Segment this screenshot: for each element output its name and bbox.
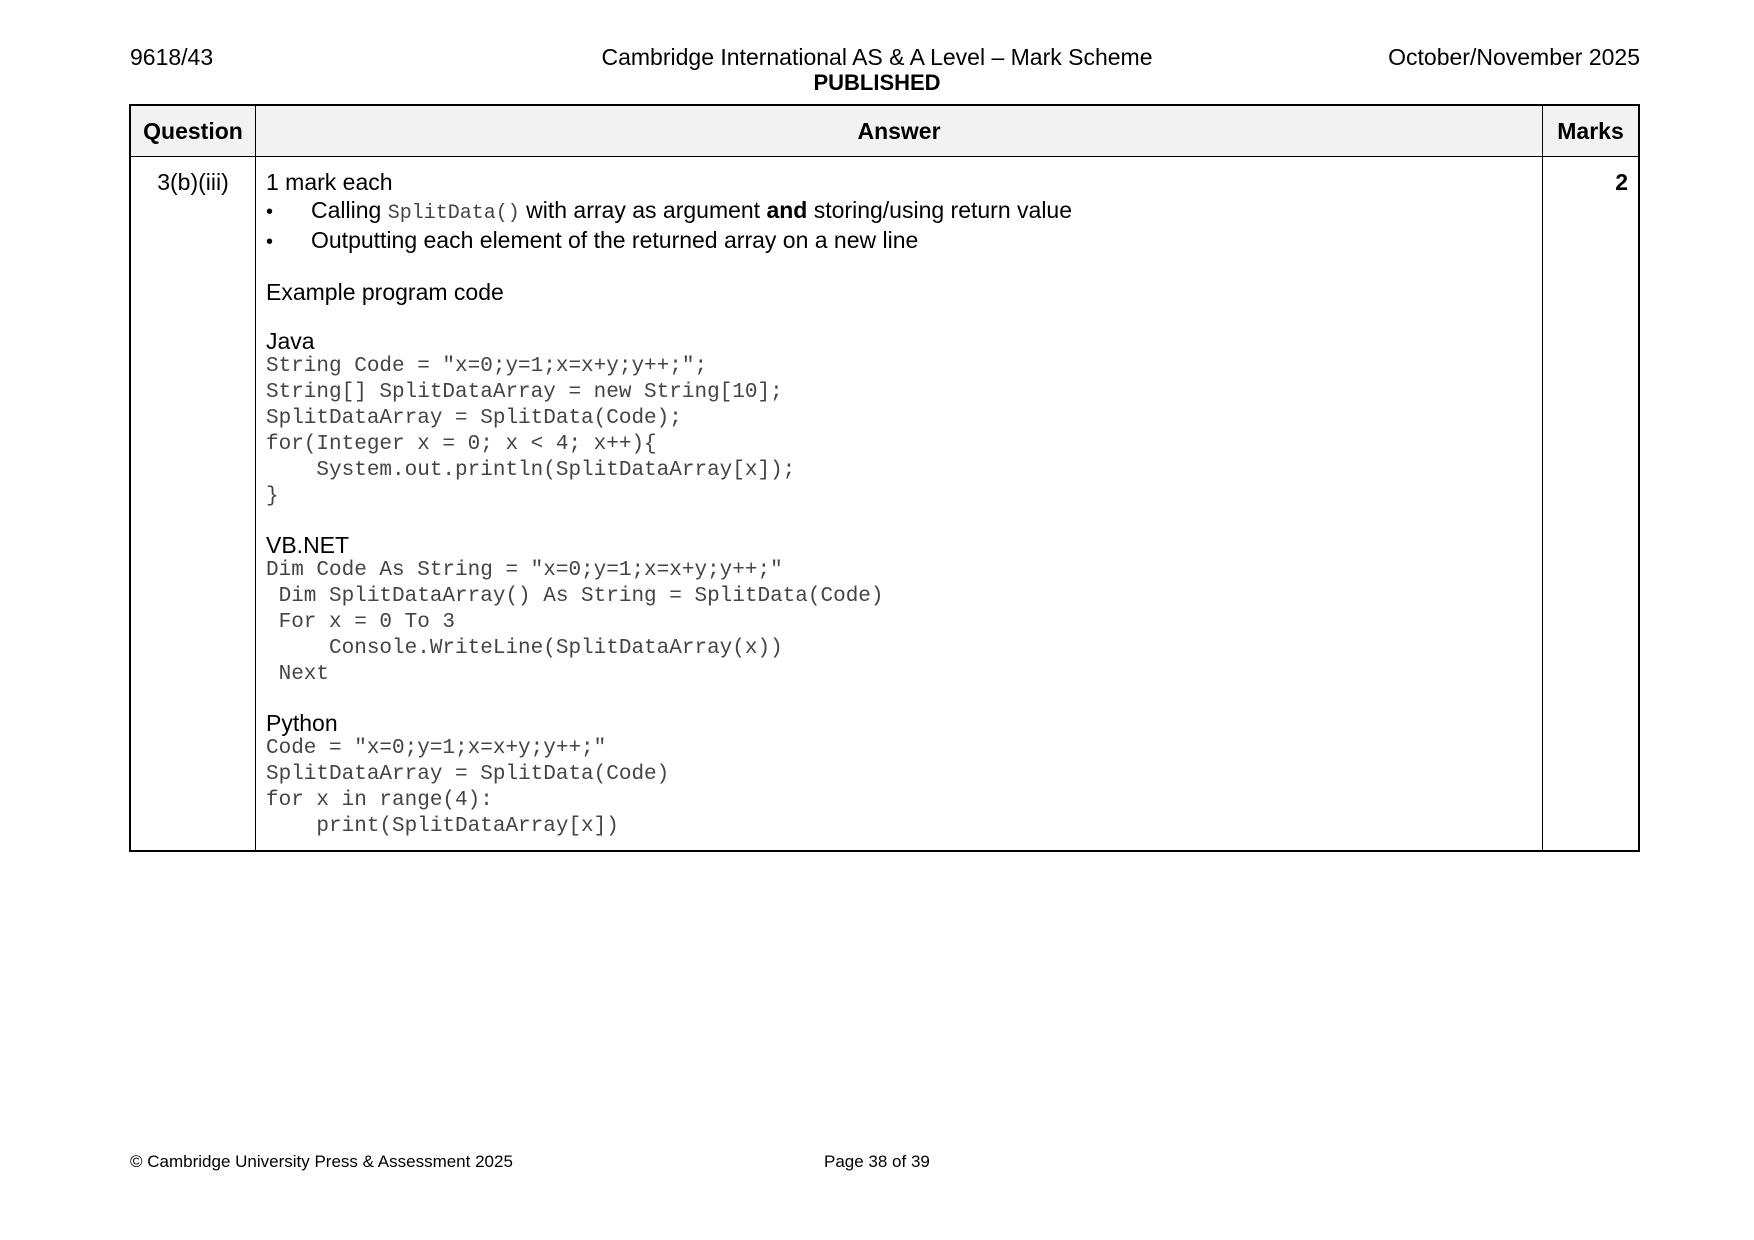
vbnet-label: VB.NET [266,532,350,558]
mark-point-1-post: storing/using return value [807,197,1073,223]
python-code-block [266,736,1532,840]
code-line: for x in range(4): [266,789,493,812]
mark-scheme-table [129,104,1640,852]
code-line: String Code = "x=0;y=1;x=x+y;y++;"; [266,355,708,378]
code-line: Dim SplitDataArray() As String = SplitData(Code) [266,585,884,608]
code-line: System.out.println(SplitDataArray[x]); [266,459,796,482]
code-line: Dim Code As String = "x=0;y=1;x=x+y;y++;" [266,559,783,582]
code-line: SplitDataArray = SplitData(Code) [266,763,670,786]
code-line: Console.WriteLine(SplitDataArray(x)) [266,637,783,660]
exam-session: October/November 2025 [1388,44,1640,70]
example-label: Example program code [266,279,504,305]
code-line: } [266,485,279,508]
paper-code: 9618/43 [130,44,214,70]
marking-intro: 1 mark each [266,169,393,195]
code-line: for(Integer x = 0; x < 4; x++){ [266,433,657,456]
mark-point-1-mid: with array as argument [519,197,767,223]
bullet-icon: • [266,201,274,223]
page-number: Page 38 of 39 [824,1152,930,1171]
mark-point-1-text [311,196,1072,228]
code-line: Code = "x=0;y=1;x=x+y;y++;" [266,737,607,760]
code-line: SplitDataArray = SplitData(Code); [266,407,682,430]
answer-column-header: Answer [256,105,1543,157]
python-label: Python [266,710,338,736]
mark-point-1-bold: and [766,197,808,223]
inline-code-function: SplitData() [387,202,520,225]
bullet-icon: • [266,231,274,253]
code-line: print(SplitDataArray[x]) [266,815,619,838]
question-number: 3(b)(iii) [130,157,256,852]
code-line: String[] SplitDataArray = new String[10]; [266,381,783,404]
mark-point-1 [266,196,1532,226]
copyright-notice: © Cambridge University Press & Assessment 2025 [130,1152,513,1171]
mark-point-1-pre: Calling [311,197,388,223]
question-column-header: Question [130,105,256,157]
marks-column-header: Marks [1543,105,1640,157]
table-row [130,157,1639,852]
java-code-block [266,354,1532,510]
table-header-row [130,105,1639,157]
code-line: Next [266,663,330,686]
vbnet-code-block [266,558,1532,688]
code-line: For x = 0 To 3 [266,611,456,634]
java-label: Java [266,328,315,354]
document-title: Cambridge International AS & A Level – Mark Scheme [601,44,1153,70]
status-label: PUBLISHED [813,70,941,95]
mark-point-2 [266,226,1532,256]
mark-point-2-text: Outputting each element of the returned array on a new line [311,227,919,253]
marks-value: 2 [1543,157,1640,852]
answer-cell [256,157,1543,852]
